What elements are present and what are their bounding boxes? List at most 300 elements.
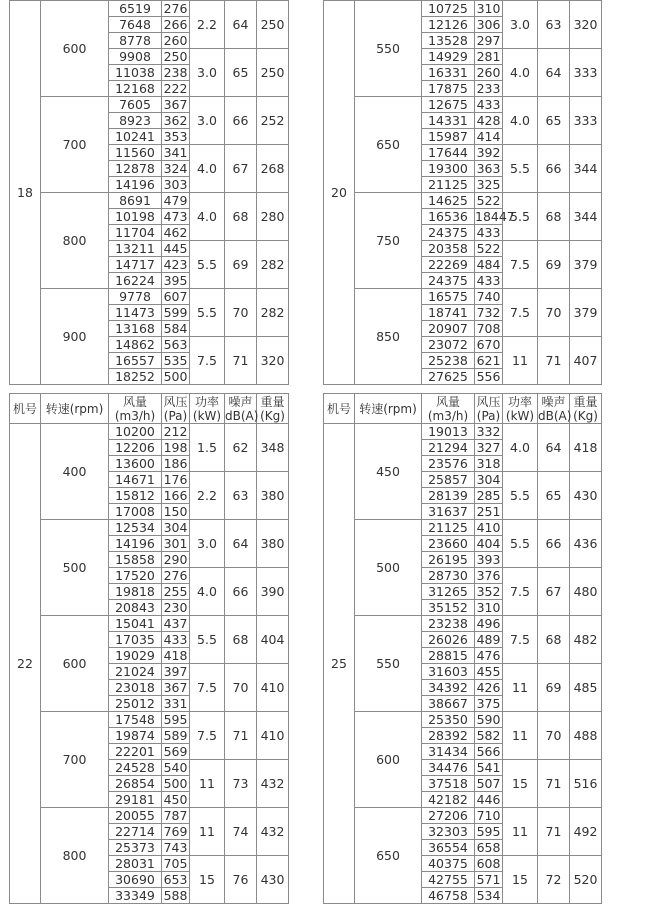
pressure-cell: 433 (475, 225, 503, 241)
weight-cell: 280 (257, 193, 289, 241)
flow-cell: 16331 (422, 65, 475, 81)
pressure-cell: 710 (475, 808, 503, 824)
model-header (10, 394, 41, 424)
flow-cell: 29181 (109, 792, 162, 808)
pressure-cell: 769 (162, 824, 190, 840)
flow-cell: 38667 (422, 696, 475, 712)
flow-cell: 23576 (422, 456, 475, 472)
speed-cell: 750 (355, 193, 422, 289)
pressure-cell: 324 (162, 161, 190, 177)
speed-header-label: 转速(rpm) (45, 401, 104, 416)
model-header-label: 机号 (12, 401, 37, 416)
table-row (10, 712, 289, 728)
pressure-cell: 423 (162, 257, 190, 273)
power-cell: 15 (503, 856, 538, 904)
power-cell: 7.5 (503, 241, 538, 289)
flow-cell: 28730 (422, 568, 475, 584)
pressure-cell: 418 (162, 648, 190, 664)
flow-cell: 12168 (109, 81, 162, 97)
noise-cell: 65 (538, 472, 570, 520)
flow-cell: 35152 (422, 600, 475, 616)
header-row (324, 394, 602, 424)
pressure-cell: 621 (475, 353, 503, 369)
noise-cell: 68 (225, 193, 257, 241)
weight-cell: 344 (570, 193, 602, 241)
power-cell: 1.5 (190, 424, 225, 472)
pressure-cell: 462 (162, 225, 190, 241)
pressure-cell: 595 (162, 712, 190, 728)
flow-cell: 12534 (109, 520, 162, 536)
weight-cell: 380 (257, 520, 289, 568)
pressure-cell: 455 (475, 664, 503, 680)
power-cell: 11 (503, 808, 538, 856)
pressure-cell: 250 (162, 49, 190, 65)
pressure-cell: 489 (475, 632, 503, 648)
pressure-cell: 276 (162, 568, 190, 584)
pressure-cell: 186 (162, 456, 190, 472)
flow-cell: 21024 (109, 664, 162, 680)
flow-cell: 10200 (109, 424, 162, 440)
noise-cell: 71 (538, 760, 570, 808)
flow-cell: 8691 (109, 193, 162, 209)
speed-cell: 700 (41, 97, 109, 193)
weight-cell: 432 (257, 760, 289, 808)
table-model-18 (9, 0, 289, 385)
pressure-cell: 404 (475, 536, 503, 552)
spec-table (9, 393, 289, 904)
pressure-cell: 708 (475, 321, 503, 337)
flow-cell: 10725 (422, 1, 475, 17)
power-cell: 7.5 (190, 664, 225, 712)
flow-header-label: 风量 (435, 394, 460, 409)
flow-cell: 21294 (422, 440, 475, 456)
pressure-cell: 375 (475, 696, 503, 712)
flow-cell: 25373 (109, 840, 162, 856)
pressure-cell: 582 (475, 728, 503, 744)
flow-cell: 17035 (109, 632, 162, 648)
pressure-cell: 541 (475, 760, 503, 776)
flow-cell: 42755 (422, 872, 475, 888)
power-cell: 5.5 (503, 145, 538, 193)
noise-cell: 71 (225, 337, 257, 385)
pressure-cell: 743 (162, 840, 190, 856)
noise-cell: 70 (225, 289, 257, 337)
flow-cell: 13168 (109, 321, 162, 337)
pressure-cell: 376 (475, 568, 503, 584)
flow-cell: 14862 (109, 337, 162, 353)
noise-cell: 70 (225, 664, 257, 712)
power-cell: 7.5 (503, 289, 538, 337)
flow-cell: 8778 (109, 33, 162, 49)
weight-cell: 250 (257, 1, 289, 49)
pressure-cell: 437 (162, 616, 190, 632)
noise-cell: 64 (225, 520, 257, 568)
flow-cell: 24375 (422, 225, 475, 241)
table-row (10, 520, 289, 536)
noise-header-unit: dB(A) (225, 408, 259, 423)
flow-cell: 28815 (422, 648, 475, 664)
table-model-22 (9, 393, 289, 904)
weight-cell: 250 (257, 49, 289, 97)
model-header-label: 机号 (326, 401, 351, 416)
power-cell: 15 (190, 856, 225, 904)
noise-cell: 64 (538, 49, 570, 97)
spec-table (323, 0, 602, 385)
flow-cell: 31637 (422, 504, 475, 520)
speed-cell: 900 (41, 289, 109, 385)
power-cell: 11 (503, 712, 538, 760)
flow-cell: 15041 (109, 616, 162, 632)
power-cell: 4.0 (190, 193, 225, 241)
power-cell: 11 (190, 760, 225, 808)
flow-header-unit: (m3/h) (427, 408, 469, 423)
power-cell: 3.0 (503, 1, 538, 49)
table-row (10, 97, 289, 113)
flow-cell: 28139 (422, 488, 475, 504)
flow-cell: 31603 (422, 664, 475, 680)
flow-cell: 7648 (109, 17, 162, 33)
pressure-cell: 363 (475, 161, 503, 177)
pressure-cell: 166 (162, 488, 190, 504)
pressure-cell: 331 (162, 696, 190, 712)
pressure-cell: 569 (162, 744, 190, 760)
table-row (324, 520, 602, 536)
flow-cell: 14717 (109, 257, 162, 273)
pressure-header-unit: (Pa) (476, 408, 501, 423)
power-cell: 5.5 (190, 616, 225, 664)
power-cell: 2.2 (190, 472, 225, 520)
noise-cell: 65 (225, 49, 257, 97)
spec-table (323, 393, 602, 904)
flow-cell: 10241 (109, 129, 162, 145)
speed-cell: 550 (355, 1, 422, 97)
flow-cell: 28031 (109, 856, 162, 872)
pressure-cell: 479 (162, 193, 190, 209)
speed-cell: 800 (41, 808, 109, 904)
pressure-cell: 297 (475, 33, 503, 49)
pressure-cell: 540 (162, 760, 190, 776)
flow-cell: 30690 (109, 872, 162, 888)
speed-header (41, 394, 109, 424)
flow-cell: 19874 (109, 728, 162, 744)
weight-cell: 436 (570, 520, 602, 568)
noise-cell: 74 (225, 808, 257, 856)
speed-cell: 600 (41, 1, 109, 97)
pressure-cell: 556 (475, 369, 503, 385)
flow-header-label: 风量 (122, 394, 147, 409)
flow-cell: 20907 (422, 321, 475, 337)
flow-cell: 15987 (422, 129, 475, 145)
flow-cell: 12878 (109, 161, 162, 177)
pressure-cell: 446 (475, 792, 503, 808)
flow-cell: 26854 (109, 776, 162, 792)
flow-cell: 27625 (422, 369, 475, 385)
power-cell: 4.0 (190, 145, 225, 193)
weight-header (570, 394, 602, 424)
power-header (503, 394, 538, 424)
noise-header-label: 噪声 (541, 394, 566, 409)
pressure-cell: 608 (475, 856, 503, 872)
noise-cell: 66 (538, 520, 570, 568)
noise-cell: 76 (225, 856, 257, 904)
pressure-cell: 588 (162, 888, 190, 904)
noise-cell: 64 (225, 1, 257, 49)
pressure-cell: 260 (475, 65, 503, 81)
pressure-cell: 535 (162, 353, 190, 369)
flow-cell: 14196 (109, 536, 162, 552)
noise-cell: 63 (225, 472, 257, 520)
pressure-cell: 332 (475, 424, 503, 440)
speed-cell: 500 (41, 520, 109, 616)
table-row (324, 193, 602, 209)
power-cell: 11 (503, 337, 538, 385)
power-cell: 11 (190, 808, 225, 856)
weight-header (257, 394, 289, 424)
pressure-cell: 484 (475, 257, 503, 273)
flow-cell: 19818 (109, 584, 162, 600)
noise-header (225, 394, 257, 424)
flow-cell: 13600 (109, 456, 162, 472)
flow-cell: 14625 (422, 193, 475, 209)
pressure-cell: 18447 (475, 209, 515, 224)
noise-cell: 68 (538, 616, 570, 664)
pressure-cell: 303 (162, 177, 190, 193)
weight-cell: 410 (257, 664, 289, 712)
weight-cell: 430 (257, 856, 289, 904)
speed-cell: 550 (355, 616, 422, 712)
noise-cell: 70 (538, 712, 570, 760)
speed-cell: 650 (355, 808, 422, 904)
weight-cell: 432 (257, 808, 289, 856)
flow-cell: 23018 (109, 680, 162, 696)
pressure-cell: 500 (162, 369, 190, 385)
power-cell: 5.5 (190, 241, 225, 289)
flow-cell: 26026 (422, 632, 475, 648)
power-header-label: 功率 (507, 394, 532, 409)
flow-cell: 18252 (109, 369, 162, 385)
weight-cell: 516 (570, 760, 602, 808)
noise-cell: 65 (538, 97, 570, 145)
pressure-cell: 433 (475, 97, 503, 113)
speed-cell: 700 (41, 712, 109, 808)
pressure-cell: 496 (475, 616, 503, 632)
noise-header-label: 噪声 (228, 394, 253, 409)
speed-cell: 650 (355, 97, 422, 193)
pressure-cell: 198 (162, 440, 190, 456)
noise-cell: 66 (225, 568, 257, 616)
model-cell: 20 (324, 1, 355, 385)
weight-cell: 333 (570, 49, 602, 97)
speed-header (355, 394, 422, 424)
flow-cell: 31434 (422, 744, 475, 760)
table-model-25 (323, 393, 602, 904)
pressure-cell: 397 (162, 664, 190, 680)
speed-cell: 600 (355, 712, 422, 808)
flow-cell: 9908 (109, 49, 162, 65)
noise-cell: 69 (538, 241, 570, 289)
power-cell: 3.0 (190, 520, 225, 568)
pressure-cell: 433 (162, 632, 190, 648)
table-row (324, 97, 602, 113)
flow-header-unit: (m3/h) (114, 408, 156, 423)
noise-cell: 66 (225, 97, 257, 145)
flow-cell: 42182 (422, 792, 475, 808)
weight-cell: 333 (570, 97, 602, 145)
table-row (324, 808, 602, 824)
pressure-cell: 507 (475, 776, 503, 792)
pressure-cell: 304 (475, 472, 503, 488)
power-cell: 4.0 (503, 49, 538, 97)
power-cell: 5.5 (503, 520, 538, 568)
pressure-cell: 395 (162, 273, 190, 289)
speed-header-label: 转速(rpm) (359, 401, 417, 416)
header-row (10, 394, 289, 424)
weight-cell: 282 (257, 289, 289, 337)
pressure-cell: 367 (162, 680, 190, 696)
power-cell: 3.0 (190, 97, 225, 145)
pressure-cell: 290 (162, 552, 190, 568)
noise-cell: 62 (225, 424, 257, 472)
power-cell: 7.5 (503, 616, 538, 664)
pressure-cell: 566 (475, 744, 503, 760)
flow-cell: 31265 (422, 584, 475, 600)
noise-cell: 66 (538, 145, 570, 193)
flow-cell: 19300 (422, 161, 475, 177)
table-model-20 (323, 0, 602, 385)
pressure-cell: 658 (475, 840, 503, 856)
noise-cell: 67 (538, 568, 570, 616)
power-header-unit: (kW) (192, 408, 222, 423)
flow-cell: 34392 (422, 680, 475, 696)
pressure-cell: 230 (162, 600, 190, 616)
flow-cell: 20358 (422, 241, 475, 257)
pressure-cell: 285 (475, 488, 503, 504)
pressure-cell: 393 (475, 552, 503, 568)
pressure-cell: 571 (475, 872, 503, 888)
weight-cell: 282 (257, 241, 289, 289)
pressure-cell: 670 (475, 337, 503, 353)
flow-cell: 8923 (109, 113, 162, 129)
flow-cell: 20843 (109, 600, 162, 616)
flow-cell: 19013 (422, 424, 475, 440)
weight-header-label: 重量 (260, 394, 285, 409)
weight-cell: 520 (570, 856, 602, 904)
pressure-cell: 281 (475, 49, 503, 65)
pressure-cell: 473 (162, 209, 190, 225)
pressure-cell: 318 (475, 456, 503, 472)
pressure-cell: 607 (162, 289, 190, 305)
flow-cell: 16557 (109, 353, 162, 369)
table-row (10, 424, 289, 440)
pressure-cell: 595 (475, 824, 503, 840)
pressure-header-unit: (Pa) (163, 408, 188, 423)
flow-cell: 16536 (422, 209, 475, 225)
weight-cell: 430 (570, 472, 602, 520)
flow-cell: 18741 (422, 305, 475, 321)
weight-cell: 344 (570, 145, 602, 193)
pressure-cell: 589 (162, 728, 190, 744)
flow-cell: 26195 (422, 552, 475, 568)
pressure-cell: 233 (475, 81, 503, 97)
weight-cell: 252 (257, 97, 289, 145)
weight-cell: 410 (257, 712, 289, 760)
pressure-cell: 150 (162, 504, 190, 520)
power-cell: 5.5 (503, 472, 538, 520)
pressure-cell: 732 (475, 305, 503, 321)
weight-cell: 418 (570, 424, 602, 472)
flow-header (109, 394, 162, 424)
power-cell: 11 (503, 664, 538, 712)
table-row (324, 616, 602, 632)
flow-cell: 10198 (109, 209, 162, 225)
weight-cell: 404 (257, 616, 289, 664)
pressure-cell: 392 (475, 145, 503, 161)
flow-cell: 7605 (109, 97, 162, 113)
flow-cell: 16224 (109, 273, 162, 289)
weight-cell: 320 (570, 1, 602, 49)
flow-cell: 16575 (422, 289, 475, 305)
flow-cell: 36554 (422, 840, 475, 856)
pressure-cell: 599 (162, 305, 190, 321)
pressure-cell: 445 (162, 241, 190, 257)
speed-cell: 800 (41, 193, 109, 289)
pressure-cell: 341 (162, 145, 190, 161)
weight-cell: 407 (570, 337, 602, 385)
pressure-cell: 787 (162, 808, 190, 824)
pressure-cell: 362 (162, 113, 190, 129)
flow-cell: 27206 (422, 808, 475, 824)
power-cell: 5.5 (190, 289, 225, 337)
pressure-cell: 251 (475, 504, 503, 520)
pressure-cell: 176 (162, 472, 190, 488)
pressure-cell: 590 (475, 712, 503, 728)
model-header (324, 394, 355, 424)
power-header-unit: (kW) (505, 408, 535, 423)
pressure-cell: 653 (162, 872, 190, 888)
table-row (324, 1, 602, 17)
power-cell: 4.0 (503, 424, 538, 472)
pressure-header-label: 风压 (476, 394, 501, 409)
flow-cell: 11560 (109, 145, 162, 161)
flow-cell: 17644 (422, 145, 475, 161)
flow-cell: 23238 (422, 616, 475, 632)
flow-cell: 17548 (109, 712, 162, 728)
pressure-header-label: 风压 (163, 394, 188, 409)
pressure-cell: 426 (475, 680, 503, 696)
noise-cell: 68 (538, 193, 570, 241)
table-row (324, 424, 602, 440)
noise-cell: 71 (225, 712, 257, 760)
noise-cell: 71 (538, 808, 570, 856)
flow-cell: 15812 (109, 488, 162, 504)
table-row (10, 193, 289, 209)
table-row (10, 616, 289, 632)
flow-cell: 19029 (109, 648, 162, 664)
weight-cell: 320 (257, 337, 289, 385)
flow-cell: 6519 (109, 1, 162, 17)
table-row (10, 1, 289, 17)
flow-cell: 25238 (422, 353, 475, 369)
weight-cell: 492 (570, 808, 602, 856)
power-cell: 15 (503, 760, 538, 808)
flow-cell: 14671 (109, 472, 162, 488)
pressure-cell: 266 (162, 17, 190, 33)
pressure-cell: 327 (475, 440, 503, 456)
noise-cell: 72 (538, 856, 570, 904)
flow-cell: 33349 (109, 888, 162, 904)
speed-cell: 400 (41, 424, 109, 520)
pressure-cell: 212 (162, 424, 190, 440)
